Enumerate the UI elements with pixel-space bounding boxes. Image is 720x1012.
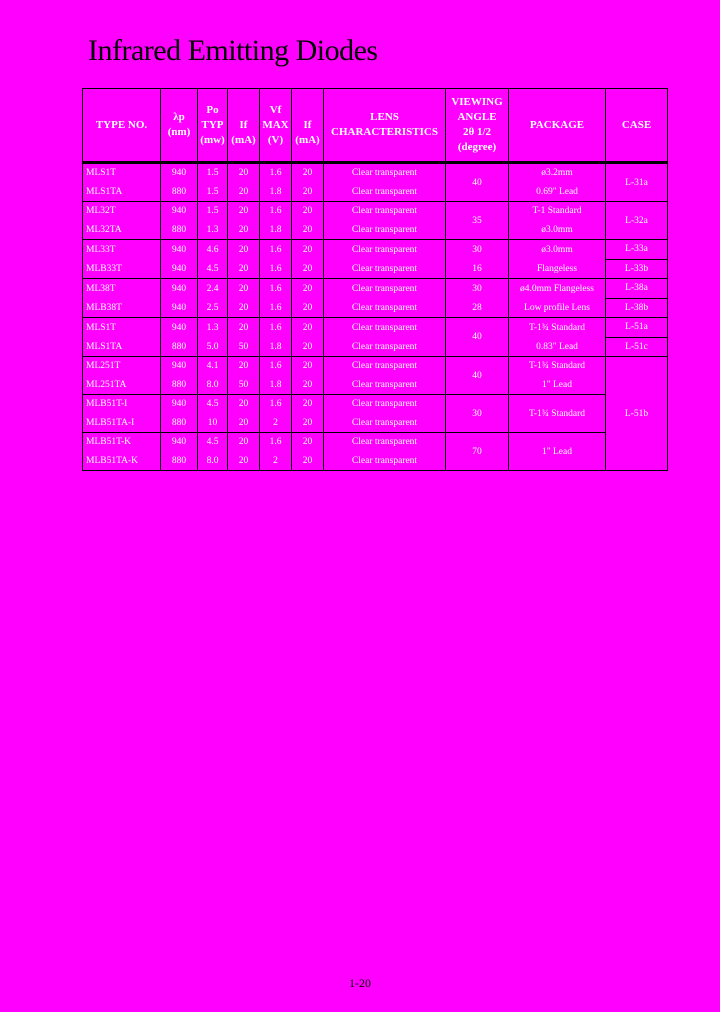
table-cell: 20 <box>228 279 260 299</box>
table-cell: 2 <box>260 414 292 433</box>
package: T-1¾ Standard <box>509 318 606 338</box>
table-cell: 1.8 <box>260 337 292 357</box>
table-cell: ML33T <box>83 240 161 260</box>
table-cell: 20 <box>228 433 260 452</box>
table-cell: 1.8 <box>260 183 292 202</box>
table-cell: Clear transparent <box>324 452 446 471</box>
table-cell: 20 <box>292 240 324 260</box>
table-cell: Clear transparent <box>324 240 446 260</box>
package: 1" Lead <box>509 376 606 395</box>
table-cell: 20 <box>228 318 260 338</box>
table-cell: 20 <box>292 163 324 183</box>
table-cell: MLB51TA-I <box>83 414 161 433</box>
header-row <box>83 89 668 163</box>
table-cell: 880 <box>161 221 198 240</box>
table-cell: 50 <box>228 376 260 395</box>
col-if: If (mA) <box>228 89 260 163</box>
table-cell: 8.0 <box>198 452 228 471</box>
package: ø3.0mm <box>509 221 606 240</box>
table-cell: 8.0 <box>198 376 228 395</box>
table-cell: Clear transparent <box>324 357 446 376</box>
page-title: Infrared Emitting Diodes <box>88 34 378 67</box>
table-cell: Clear transparent <box>324 202 446 221</box>
table-cell: 880 <box>161 376 198 395</box>
table-cell: 20 <box>292 452 324 471</box>
col-vf: Vf MAX (V) <box>260 89 292 163</box>
col-lambda: λp (nm) <box>161 89 198 163</box>
case: L-51c <box>606 337 668 357</box>
table-row <box>83 183 668 202</box>
col-type: TYPE NO. <box>83 89 161 163</box>
table-cell: MLS1T <box>83 163 161 183</box>
viewing-angle: 35 <box>446 202 509 240</box>
table-cell: MLB51T-K <box>83 433 161 452</box>
table-cell: 20 <box>228 163 260 183</box>
table-cell: 20 <box>292 433 324 452</box>
table-cell: Clear transparent <box>324 163 446 183</box>
table-cell: 20 <box>292 259 324 279</box>
case: L-32a <box>606 202 668 240</box>
table-cell: 20 <box>292 357 324 376</box>
table-cell: 5.0 <box>198 337 228 357</box>
table-cell: Clear transparent <box>324 221 446 240</box>
table-cell: 880 <box>161 452 198 471</box>
table-cell: 2 <box>260 452 292 471</box>
table-cell: ML251T <box>83 357 161 376</box>
case: L-38a <box>606 279 668 299</box>
package: T-1¾ Standard <box>509 395 606 433</box>
table-cell: MLB51TA-K <box>83 452 161 471</box>
table-cell: 20 <box>292 376 324 395</box>
table-cell: 1.8 <box>260 376 292 395</box>
table-row <box>83 259 668 279</box>
case: L-38b <box>606 298 668 318</box>
table-row <box>83 376 668 395</box>
table-cell: 20 <box>292 318 324 338</box>
table-cell: Clear transparent <box>324 259 446 279</box>
table-cell: 20 <box>292 279 324 299</box>
table-cell: 1.8 <box>260 221 292 240</box>
table-row <box>83 337 668 357</box>
table-cell: 940 <box>161 318 198 338</box>
table-row <box>83 395 668 414</box>
table-row <box>83 298 668 318</box>
viewing-angle: 16 <box>446 259 509 279</box>
table-cell: 1.6 <box>260 395 292 414</box>
table-cell: 4.5 <box>198 433 228 452</box>
table-row <box>83 357 668 376</box>
table-row <box>83 318 668 338</box>
viewing-angle: 30 <box>446 395 509 433</box>
table-cell: 20 <box>228 357 260 376</box>
package: ø3.2mm <box>509 163 606 183</box>
table-cell: ML32T <box>83 202 161 221</box>
table-cell: MLS1T <box>83 318 161 338</box>
col-lens: LENS CHARACTERISTICS <box>324 89 446 163</box>
table-cell: 940 <box>161 395 198 414</box>
table-cell: 20 <box>228 395 260 414</box>
table-cell: 20 <box>228 183 260 202</box>
table-cell: ML32TA <box>83 221 161 240</box>
table-cell: 1.6 <box>260 298 292 318</box>
package: 0.83" Lead <box>509 337 606 357</box>
col-case: CASE <box>606 89 668 163</box>
table-cell: MLB38T <box>83 298 161 318</box>
table-cell: 1.3 <box>198 221 228 240</box>
viewing-angle: 40 <box>446 357 509 395</box>
table-cell: 20 <box>292 221 324 240</box>
col-viewing-angle: VIEWING ANGLE 2θ 1/2 (degree) <box>446 89 509 163</box>
table-cell: 1.5 <box>198 183 228 202</box>
table-row <box>83 221 668 240</box>
table-cell: MLB51T-I <box>83 395 161 414</box>
table-row <box>83 202 668 221</box>
table-cell: Clear transparent <box>324 337 446 357</box>
table-cell: 940 <box>161 433 198 452</box>
table-cell: Clear transparent <box>324 433 446 452</box>
package: ø3.0mm <box>509 240 606 260</box>
table-cell: 4.6 <box>198 240 228 260</box>
case: L-51a <box>606 318 668 338</box>
table-cell: 880 <box>161 183 198 202</box>
table-cell: 20 <box>228 259 260 279</box>
table-cell: 880 <box>161 337 198 357</box>
table-cell: 20 <box>228 298 260 318</box>
viewing-angle: 70 <box>446 433 509 471</box>
table-cell: Clear transparent <box>324 414 446 433</box>
table-cell: MLS1TA <box>83 183 161 202</box>
table-cell: 940 <box>161 279 198 299</box>
viewing-angle: 28 <box>446 298 509 318</box>
table-cell: Clear transparent <box>324 279 446 299</box>
table-cell: 1.6 <box>260 357 292 376</box>
col-po: Po TYP (mw) <box>198 89 228 163</box>
table-cell: 20 <box>228 202 260 221</box>
table-cell: 1.5 <box>198 163 228 183</box>
table-cell: 940 <box>161 202 198 221</box>
table-cell: Clear transparent <box>324 318 446 338</box>
table-cell: 940 <box>161 357 198 376</box>
table-cell: MLB33T <box>83 259 161 279</box>
viewing-angle: 30 <box>446 279 509 299</box>
col-if2: If (mA) <box>292 89 324 163</box>
table-cell: 1.6 <box>260 259 292 279</box>
case: L-33b <box>606 259 668 279</box>
table-cell: Clear transparent <box>324 183 446 202</box>
table-cell: 1.6 <box>260 279 292 299</box>
table-cell: 940 <box>161 163 198 183</box>
package: 1" Lead <box>509 433 606 471</box>
table-cell: 20 <box>228 452 260 471</box>
table-cell: 20 <box>292 298 324 318</box>
viewing-angle: 30 <box>446 240 509 260</box>
table-cell: 4.1 <box>198 357 228 376</box>
table-cell: ML38T <box>83 279 161 299</box>
table-cell: 1.6 <box>260 240 292 260</box>
package: Flangeless <box>509 259 606 279</box>
table-cell: Clear transparent <box>324 298 446 318</box>
table-row <box>83 279 668 299</box>
table-cell: 1.3 <box>198 318 228 338</box>
page-number: 1-20 <box>349 976 371 990</box>
case: L-51b <box>606 357 668 471</box>
table-cell: 20 <box>292 183 324 202</box>
table-cell: 20 <box>228 221 260 240</box>
table-cell: 20 <box>228 240 260 260</box>
table-cell: 4.5 <box>198 395 228 414</box>
table-cell: 940 <box>161 240 198 260</box>
table-cell: ML251TA <box>83 376 161 395</box>
package: ø4.0mm Flangeless <box>509 279 606 299</box>
table-cell: MLS1TA <box>83 337 161 357</box>
table-cell: Clear transparent <box>324 395 446 414</box>
table-cell: 880 <box>161 414 198 433</box>
table-cell: 50 <box>228 337 260 357</box>
table-cell: 4.5 <box>198 259 228 279</box>
spec-table <box>82 88 668 471</box>
table-cell: 940 <box>161 259 198 279</box>
table-cell: 1.6 <box>260 433 292 452</box>
table-cell: 1.6 <box>260 202 292 221</box>
table-cell: 940 <box>161 298 198 318</box>
table-cell: 1.6 <box>260 318 292 338</box>
table-row <box>83 163 668 183</box>
table-cell: 1.6 <box>260 163 292 183</box>
table-cell: 20 <box>292 414 324 433</box>
case: L-31a <box>606 163 668 202</box>
table-row <box>83 240 668 260</box>
table-cell: 1.5 <box>198 202 228 221</box>
table-cell: 20 <box>228 414 260 433</box>
table-cell: 20 <box>292 337 324 357</box>
table-row <box>83 433 668 452</box>
table-cell: 2.5 <box>198 298 228 318</box>
viewing-angle: 40 <box>446 318 509 357</box>
col-package: PACKAGE <box>509 89 606 163</box>
package: Low profile Lens <box>509 298 606 318</box>
package: T-1¾ Standard <box>509 357 606 376</box>
table-cell: 20 <box>292 202 324 221</box>
table-cell: 20 <box>292 395 324 414</box>
table-cell: 10 <box>198 414 228 433</box>
case: L-33a <box>606 240 668 260</box>
viewing-angle: 40 <box>446 163 509 202</box>
table-cell: Clear transparent <box>324 376 446 395</box>
table-cell: 2.4 <box>198 279 228 299</box>
package: T-1 Standard <box>509 202 606 221</box>
package: 0.69" Lead <box>509 183 606 202</box>
